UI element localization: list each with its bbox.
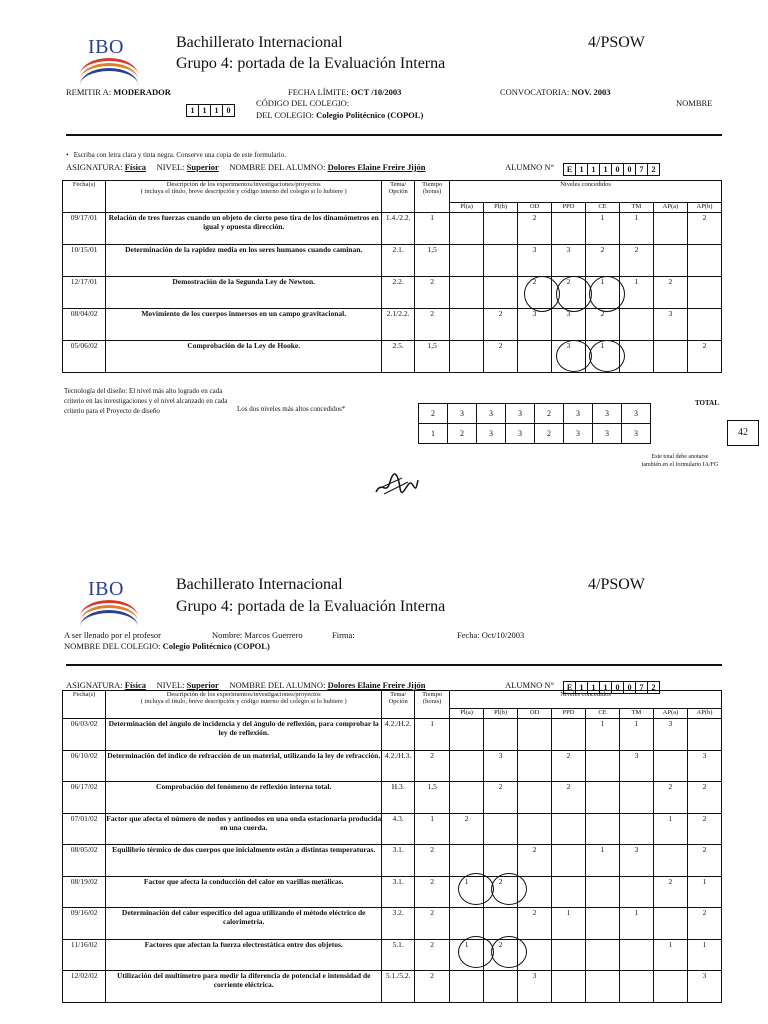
row-tiempo: 1,5 [415, 245, 450, 277]
row-level [586, 782, 620, 814]
row-level [450, 309, 484, 341]
header-col: PPD [552, 203, 586, 213]
row-tiempo: 2 [415, 309, 450, 341]
row-level: 1 [619, 908, 653, 940]
row-level: 2 [484, 309, 518, 341]
row-level: 1 [586, 277, 620, 309]
row-tema: 2.1/2.2. [382, 309, 415, 341]
row-description: Comprobación del fenómeno de reflexión interna total. [106, 782, 382, 814]
row-level [450, 719, 484, 751]
header-col: Pl(a) [450, 709, 484, 719]
header-niveles: Niveles concedidos [450, 181, 722, 203]
total-level-cell: 3 [564, 424, 593, 444]
header-col: AP(a) [653, 203, 687, 213]
row-level [484, 213, 518, 245]
header-col: OD [518, 709, 552, 719]
row-tiempo: 2 [415, 971, 450, 1003]
row-level [619, 309, 653, 341]
row-level: 2 [687, 213, 721, 245]
row-level [484, 971, 518, 1003]
total-level-cell: 2 [535, 404, 564, 424]
highlight-circle [458, 936, 494, 968]
row-date: 08/19/02 [63, 876, 106, 908]
row-level [653, 213, 687, 245]
row-level [653, 245, 687, 277]
row-date: 11/16/02 [63, 939, 106, 971]
highlight-circle [491, 936, 527, 968]
total-level-cell: 2 [419, 404, 448, 424]
row-level [552, 845, 586, 877]
row-level: 1 [653, 813, 687, 845]
row-level: 3 [484, 750, 518, 782]
header-col: OD [518, 203, 552, 213]
row-level [653, 971, 687, 1003]
table-row [63, 309, 722, 341]
header-col: Pl(a) [450, 203, 484, 213]
row-date: 10/15/01 [63, 245, 106, 277]
fecha-limite-line: FECHA LÍMITE: OCT /10/2003 [288, 87, 402, 97]
highlight-circle [589, 340, 625, 372]
header-col: TM [619, 203, 653, 213]
row-level [619, 876, 653, 908]
row-level [450, 971, 484, 1003]
row-level [518, 719, 552, 751]
row-level: 3 [518, 245, 552, 277]
total-level-cell: 2 [535, 424, 564, 444]
row-date: 09/16/02 [63, 908, 106, 940]
row-level [552, 939, 586, 971]
alumno-number-boxes: E 1 1 1 0 0 7 2 [563, 681, 659, 694]
row-tiempo: 1,5 [415, 341, 450, 373]
row-description: Determinación de la rapidez media en los seres humanos cuando caminan. [106, 245, 382, 277]
row-tema: 4.2./H.3. [382, 750, 415, 782]
nombre-label: NOMBRE [676, 98, 713, 108]
header-col: AP(b) [687, 709, 721, 719]
row-level [687, 245, 721, 277]
row-level: 3 [518, 971, 552, 1003]
row-level: 1 [619, 213, 653, 245]
row-level [687, 277, 721, 309]
row-level [518, 750, 552, 782]
header-col: PPD [552, 709, 586, 719]
bullet-instruction: • Escriba con letra clara y tinta negra. Conserve una copia de este formulario. [66, 151, 286, 159]
row-level: 2 [552, 782, 586, 814]
highlight-circle [556, 340, 592, 372]
form-title: Bachillerato Internacional [176, 34, 343, 51]
row-level: 3 [687, 971, 721, 1003]
total-level-cell: 3 [506, 404, 535, 424]
header-niveles: Niveles concedidos [450, 691, 722, 709]
row-date: 05/06/02 [63, 341, 106, 373]
row-tema: H.3. [382, 782, 415, 814]
row-level [687, 309, 721, 341]
ibo-logo-text: IBO [88, 578, 124, 600]
table-row [63, 245, 722, 277]
table-row [63, 845, 722, 877]
header-fecha: Fecha(s) [63, 181, 106, 213]
table-row [63, 813, 722, 845]
alumno-number-label: ALUMNO N° [505, 680, 554, 690]
row-level [586, 971, 620, 1003]
form-subtitle: Grupo 4: portada de la Evaluación Interna [176, 598, 446, 615]
row-level: 3 [552, 309, 586, 341]
row-date: 12/02/02 [63, 971, 106, 1003]
table-row [63, 876, 722, 908]
row-level: 1 [619, 277, 653, 309]
row-level: 2 [687, 813, 721, 845]
row-level [450, 341, 484, 373]
student-info-line: ASIGNATURA: Física NIVEL: Superior NOMBRE DEL ALUMNO: Dolores Elaine Freire Jijón [66, 680, 426, 690]
row-description: Comprobación de la Ley de Hooke. [106, 341, 382, 373]
row-level [450, 908, 484, 940]
row-tema: 4.2./H.2. [382, 719, 415, 751]
row-level [484, 719, 518, 751]
row-level [653, 750, 687, 782]
total-value: 42 [738, 427, 748, 438]
row-tiempo: 2 [415, 277, 450, 309]
row-description: Utilización del multímetro para medir la diferencia de potencial e intensidad de corriente eléctrica. [106, 971, 382, 1003]
highlight-circle [458, 873, 494, 905]
header-tema: Tema/ Opción [382, 691, 415, 719]
row-level: 2 [687, 908, 721, 940]
colegio-line: NOMBRE DEL COLEGIO: Colegio Politécnico (COPOL) [64, 641, 270, 651]
divider [66, 134, 722, 136]
table-row [63, 908, 722, 940]
ibo-logo [80, 578, 140, 618]
row-level: 1 [450, 876, 484, 908]
row-level: 2 [518, 908, 552, 940]
top-levels-label: Los dos niveles más altos concedidos* [237, 405, 346, 413]
divider [66, 664, 722, 666]
row-level: 2 [586, 245, 620, 277]
alumno-number-label: ALUMNO N° [505, 162, 554, 172]
total-level-cell: 3 [622, 424, 651, 444]
row-level [552, 876, 586, 908]
row-level [450, 245, 484, 277]
row-level [619, 813, 653, 845]
row-description: Determinación del ángulo de incidencia y del ángulo de reflexión, para comprobar la ley de reflexión. [106, 719, 382, 751]
row-level [484, 245, 518, 277]
row-tiempo: 2 [415, 876, 450, 908]
experiments-table-2 [62, 690, 722, 1003]
row-level: 1 [586, 213, 620, 245]
row-tiempo: 2 [415, 845, 450, 877]
row-level [586, 750, 620, 782]
row-level: 2 [552, 750, 586, 782]
totals-table [418, 403, 651, 444]
header-descripcion: Descripción de los experimentos/investigaciones/proyectos ( incluya el título, breve descripción y código interno del colegio si lo hubiere ) [106, 181, 382, 213]
row-level: 1 [552, 908, 586, 940]
header-col: AP(a) [653, 709, 687, 719]
row-level [450, 213, 484, 245]
colegio-line: DEL COLEGIO: Colegio Politécnico (COPOL) [256, 110, 424, 120]
header-tiempo: Tiempo (horas) [415, 691, 450, 719]
row-level: 2 [552, 277, 586, 309]
table-row [63, 213, 722, 245]
highlight-circle [589, 276, 625, 312]
total-level-cell: 3 [593, 424, 622, 444]
row-level: 2 [450, 813, 484, 845]
ibo-logo-text: IBO [88, 36, 124, 58]
row-date: 08/04/02 [63, 309, 106, 341]
row-tema: 3.2. [382, 908, 415, 940]
row-level [484, 277, 518, 309]
total-note: Este total debe anotarse también en el formulario IA/FG [641, 454, 719, 468]
total-level-cell: 3 [448, 404, 477, 424]
highlight-circle [524, 276, 560, 312]
row-date: 07/01/02 [63, 813, 106, 845]
fecha-label: Fecha: Oct/10/2003 [457, 630, 525, 640]
row-date: 12/17/01 [63, 277, 106, 309]
row-tiempo: 2 [415, 908, 450, 940]
row-description: Factor que afecta el número de nodos y antinodos en una onda estacionaria producida en una cuerda. [106, 813, 382, 845]
row-level [552, 971, 586, 1003]
row-level [653, 845, 687, 877]
row-description: Equilibrio térmico de dos cuerpos que inicialmente están a distintas temperaturas. [106, 845, 382, 877]
row-description: Movimiento de los cuerpos inmersos en un campo gravitacional. [106, 309, 382, 341]
row-level: 3 [518, 309, 552, 341]
row-date: 08/05/02 [63, 845, 106, 877]
row-description: Factores que afectan la fuerza electrostática entre dos objetos. [106, 939, 382, 971]
row-level: 3 [552, 245, 586, 277]
row-level [552, 813, 586, 845]
row-tema: 4.3. [382, 813, 415, 845]
row-level [586, 908, 620, 940]
convocatoria-line: CONVOCATORIA: NOV. 2003 [500, 87, 611, 97]
header-col: AP(b) [687, 203, 721, 213]
row-level [586, 876, 620, 908]
highlight-circle [556, 276, 592, 312]
row-level [653, 341, 687, 373]
row-level: 2 [687, 782, 721, 814]
row-date: 09/17/01 [63, 213, 106, 245]
header-fecha: Fecha(s) [63, 691, 106, 719]
total-level-cell: 1 [419, 424, 448, 444]
row-level: 2 [484, 341, 518, 373]
highlight-circle [491, 873, 527, 905]
total-level-cell: 3 [506, 424, 535, 444]
row-tiempo: 2 [415, 750, 450, 782]
row-level [653, 908, 687, 940]
row-tiempo: 2 [415, 939, 450, 971]
row-description: Determinación del índice de refracción de un material, utilizando la ley de refracción. [106, 750, 382, 782]
row-tiempo: 1 [415, 719, 450, 751]
form-title: Bachillerato Internacional [176, 576, 343, 593]
row-tiempo: 1 [415, 213, 450, 245]
header-col: TM [619, 709, 653, 719]
row-level [552, 719, 586, 751]
form-subtitle: Grupo 4: portada de la Evaluación Interna [176, 55, 446, 72]
row-level: 1 [586, 845, 620, 877]
total-level-cell: 3 [593, 404, 622, 424]
row-level [518, 782, 552, 814]
row-tema: 1.4./2.2. [382, 213, 415, 245]
row-level: 3 [653, 309, 687, 341]
row-level: 1 [687, 939, 721, 971]
form-code: 4/PSOW [588, 34, 645, 51]
row-level [484, 845, 518, 877]
table-row [63, 782, 722, 814]
table-row [63, 939, 722, 971]
row-level: 2 [653, 876, 687, 908]
design-technology-note: Tecnología del diseño: El nivel más alto logrado en cada criterio en las investigaciones y el nivel alcanzado en cada criterio para el Proyecto de diseño [64, 387, 228, 415]
row-level: 2 [484, 939, 518, 971]
row-tema: 2.5. [382, 341, 415, 373]
row-level [518, 341, 552, 373]
row-level [619, 939, 653, 971]
header-col: CE [586, 203, 620, 213]
row-level [619, 782, 653, 814]
row-tema: 3.1. [382, 876, 415, 908]
profesor-name: Nombre: Marcos Guerrero [212, 630, 303, 640]
row-level: 2 [518, 845, 552, 877]
total-level-cell: 3 [564, 404, 593, 424]
row-level: 2 [518, 213, 552, 245]
row-level [586, 813, 620, 845]
header-descripcion: Descripción de los experimentos/investigaciones/proyectos ( incluya el título, breve descripción y código interno del colegio si lo hubiere ) [106, 691, 382, 719]
total-level-cell: 3 [622, 404, 651, 424]
row-level [450, 845, 484, 877]
row-level [518, 813, 552, 845]
ibo-logo [80, 36, 140, 76]
row-date: 06/03/02 [63, 719, 106, 751]
row-level: 3 [619, 750, 653, 782]
row-level: 1 [586, 341, 620, 373]
header-tiempo: Tiempo (horas) [415, 181, 450, 213]
row-level [450, 750, 484, 782]
header-col: CE [586, 709, 620, 719]
signature-image [372, 470, 420, 498]
row-level [484, 908, 518, 940]
row-tema: 3.1. [382, 845, 415, 877]
table-row [63, 719, 722, 751]
school-code-boxes: 1 1 1 0 [186, 104, 234, 117]
row-description: Factor que afecta la conducción del calor en varillas metálicas. [106, 876, 382, 908]
remitir-line: REMITIR A: MODERADOR [66, 87, 171, 97]
row-level: 2 [484, 876, 518, 908]
row-level: 2 [518, 277, 552, 309]
row-description: Determinación del calor específico del agua utilizando el método eléctrico de calorimetría. [106, 908, 382, 940]
total-level-cell: 3 [477, 424, 506, 444]
row-date: 06/17/02 [63, 782, 106, 814]
row-level: 1 [653, 939, 687, 971]
total-value-box [727, 420, 759, 446]
header-col: Pl(b) [484, 709, 518, 719]
row-tiempo: 1 [415, 813, 450, 845]
row-level: 3 [687, 750, 721, 782]
row-level: 2 [687, 845, 721, 877]
row-level: 1 [619, 719, 653, 751]
row-level: 3 [552, 341, 586, 373]
row-tema: 5.1./5.2. [382, 971, 415, 1003]
row-description: Demostración de la Segunda Ley de Newton. [106, 277, 382, 309]
form-code: 4/PSOW [588, 576, 645, 593]
table-row [63, 750, 722, 782]
row-description: Relación de tres fuerzas cuando un objeto de cierto peso tira de los dinamómetros en igual y opuesta dirección. [106, 213, 382, 245]
firma-label: Firma: [332, 630, 355, 640]
total-level-cell: 3 [477, 404, 506, 424]
row-level: 2 [586, 309, 620, 341]
row-tema: 2.2. [382, 277, 415, 309]
total-level-cell: 2 [448, 424, 477, 444]
row-level [450, 782, 484, 814]
row-level [586, 939, 620, 971]
row-level: 1 [586, 719, 620, 751]
alumno-number-boxes: E 1 1 1 0 0 7 2 [563, 163, 659, 176]
row-level: 2 [484, 782, 518, 814]
row-tema: 5.1. [382, 939, 415, 971]
row-level: 2 [653, 277, 687, 309]
row-level: 2 [687, 341, 721, 373]
row-tema: 2.1. [382, 245, 415, 277]
row-tiempo: 1,5 [415, 782, 450, 814]
row-level: 2 [619, 245, 653, 277]
row-level: 1 [687, 876, 721, 908]
total-label: TOTAL [695, 399, 719, 407]
profesor-label: A ser llenado por el profesor [64, 630, 162, 640]
row-level: 2 [653, 782, 687, 814]
table-row [63, 971, 722, 1003]
row-date: 06/10/02 [63, 750, 106, 782]
experiments-table-1 [62, 180, 722, 373]
row-level [484, 813, 518, 845]
row-level: 3 [619, 845, 653, 877]
row-level: 1 [450, 939, 484, 971]
row-level [619, 971, 653, 1003]
row-level: 3 [653, 719, 687, 751]
codigo-colegio-label: CÓDIGO DEL COLEGIO: [256, 98, 350, 108]
row-level [450, 277, 484, 309]
header-col: Pl(b) [484, 203, 518, 213]
row-level [552, 213, 586, 245]
row-level [687, 719, 721, 751]
header-tema: Tema/ Opción [382, 181, 415, 213]
student-info-line: ASIGNATURA: Física NIVEL: Superior NOMBRE DEL ALUMNO: Dolores Elaine Freire Jijón [66, 162, 426, 172]
